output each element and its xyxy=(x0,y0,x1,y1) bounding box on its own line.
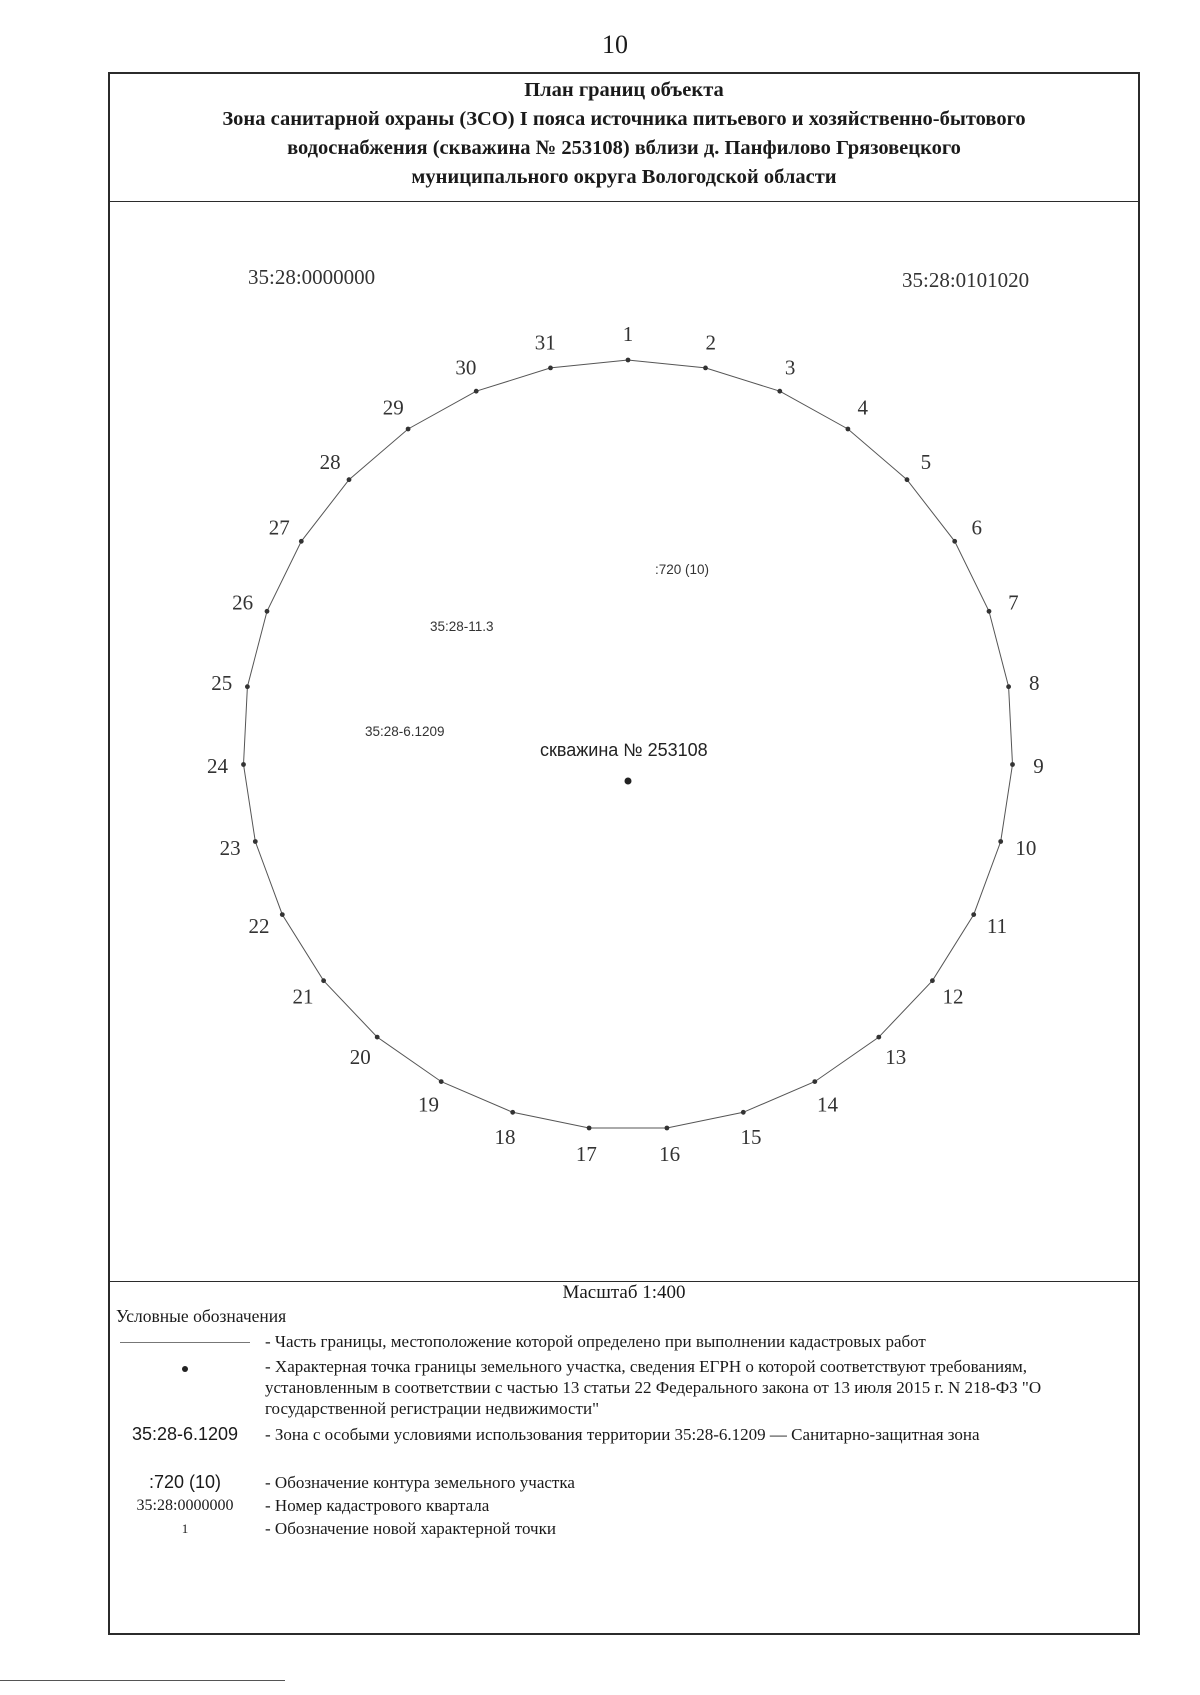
point-label-3: 3 xyxy=(784,355,796,380)
title-line-3: водоснабжения (скважина № 253108) вблизи д. Панфилово Грязовецкого xyxy=(287,137,961,159)
point-label-25: 25 xyxy=(211,670,233,695)
point-label-1: 1 xyxy=(622,322,634,346)
point-label-16: 16 xyxy=(659,1141,681,1166)
point-label-28: 28 xyxy=(319,449,341,474)
point-label-9: 9 xyxy=(1033,753,1044,778)
boundary-point-14 xyxy=(812,1079,817,1084)
point-label-31: 31 xyxy=(534,330,556,355)
boundary-point-8 xyxy=(1006,684,1011,689)
point-label-4: 4 xyxy=(857,395,869,420)
legend-title: Условные обозначения xyxy=(116,1306,287,1326)
scale-label: Масштаб 1:400 xyxy=(562,1282,686,1303)
boundary-point-22 xyxy=(280,912,285,917)
point-label-13: 13 xyxy=(885,1044,907,1069)
boundary-point-30 xyxy=(474,389,479,394)
boundary-point-2 xyxy=(703,366,708,371)
boundary-point-31 xyxy=(548,366,553,371)
boundary-point-9 xyxy=(1010,762,1015,767)
boundary-map xyxy=(110,74,1142,1279)
boundary-point-25 xyxy=(245,684,250,689)
well-label: скважина № 253108 xyxy=(540,740,708,760)
legend-symbol-quarter: 35:28:0000000 xyxy=(136,1497,234,1514)
point-label-20: 20 xyxy=(349,1044,371,1069)
legend-desc: - Характерная точка границы земельного участка, сведения ЕГРН о которой соответствуют требованиям, установленным в соответствии с частью 13 статьи 22 Федерального закона от 13 июля 2015 г. N 218-ФЗ "О государственной регистрации недвижимости" xyxy=(265,1357,1042,1418)
zone-label-11-3: 35:28-11.3 xyxy=(430,619,494,634)
legend-symbol-zone: 35:28-6.1209 xyxy=(131,1424,239,1444)
legend-dot-symbol xyxy=(110,1356,260,1377)
legend-desc: - Часть границы, местоположение которой определено при выполнении кадастровых работ xyxy=(265,1332,926,1351)
boundary-point-4 xyxy=(846,427,851,432)
point-label-29: 29 xyxy=(382,395,404,420)
legend-desc: - Обозначение контура земельного участка xyxy=(265,1473,575,1492)
boundary-point-28 xyxy=(347,477,352,482)
point-label-19: 19 xyxy=(418,1092,439,1117)
legend-desc: - Обозначение новой характерной точки xyxy=(265,1519,556,1538)
title-line-1: План границ объекта xyxy=(524,79,724,101)
boundary-point-7 xyxy=(987,609,992,614)
point-label-11: 11 xyxy=(986,914,1008,938)
boundary-point-15 xyxy=(741,1110,746,1115)
boundary-point-3 xyxy=(777,389,782,394)
title-line-2: Зона санитарной охраны (ЗСО) I пояса источника питьевого и хозяйственно-бытового xyxy=(222,108,1026,130)
point-label-12: 12 xyxy=(942,984,964,1009)
point-label-22: 22 xyxy=(248,914,270,938)
boundary-point-12 xyxy=(930,978,935,983)
boundary-point-11 xyxy=(971,912,976,917)
legend-desc: - Зона с особыми условиями использования территории 35:28-6.1209 — Санитарно-защитная зона xyxy=(265,1425,980,1444)
boundary-point-26 xyxy=(265,609,270,614)
page-number: 10 xyxy=(602,30,628,59)
zone-label-6-1209: 35:28-6.1209 xyxy=(365,724,445,739)
boundary-point-5 xyxy=(905,477,910,482)
title-line-4: муниципального округа Вологодской области xyxy=(411,166,837,188)
point-label-10: 10 xyxy=(1015,836,1037,860)
point-label-8: 8 xyxy=(1029,670,1040,695)
point-label-18: 18 xyxy=(494,1125,516,1150)
boundary-point-27 xyxy=(299,539,304,544)
point-label-24: 24 xyxy=(207,753,228,778)
legend-symbol-parcel: :720 (10) xyxy=(148,1472,222,1492)
legend-desc: - Номер кадастрового квартала xyxy=(265,1496,490,1515)
point-label-21: 21 xyxy=(292,984,314,1009)
boundary-point-29 xyxy=(406,427,411,432)
boundary-point-1 xyxy=(626,358,631,363)
point-label-23: 23 xyxy=(219,836,241,860)
boundary-point-23 xyxy=(253,839,258,844)
point-label-15: 15 xyxy=(740,1125,762,1150)
boundary-point-16 xyxy=(665,1126,670,1131)
boundary-point-21 xyxy=(321,978,326,983)
point-label-27: 27 xyxy=(268,515,290,540)
boundary-point-20 xyxy=(375,1035,380,1040)
parcel-contour-label: :720 (10) xyxy=(655,562,710,577)
point-label-6: 6 xyxy=(971,515,983,540)
point-label-14: 14 xyxy=(817,1092,838,1117)
boundary-point-17 xyxy=(587,1126,592,1131)
boundary-point-10 xyxy=(998,839,1003,844)
boundary-point-6 xyxy=(952,539,957,544)
bottom-rule xyxy=(0,1680,285,1681)
plan-frame xyxy=(108,72,1140,1635)
boundary-point-13 xyxy=(876,1035,881,1040)
point-label-17: 17 xyxy=(575,1141,597,1166)
point-label-2: 2 xyxy=(705,330,716,355)
boundary-point-24 xyxy=(241,762,246,767)
point-label-5: 5 xyxy=(920,449,932,474)
point-label-26: 26 xyxy=(232,590,254,615)
boundary-point-18 xyxy=(510,1110,515,1115)
legend-symbol-point: 1 xyxy=(181,1521,189,1536)
boundary-point-19 xyxy=(439,1079,444,1084)
point-label-30: 30 xyxy=(455,355,477,380)
quarter-label-right: 35:28:0101020 xyxy=(902,268,1030,292)
quarter-label-left: 35:28:0000000 xyxy=(248,265,376,289)
point-label-7: 7 xyxy=(1008,590,1019,615)
well-marker xyxy=(625,778,632,785)
